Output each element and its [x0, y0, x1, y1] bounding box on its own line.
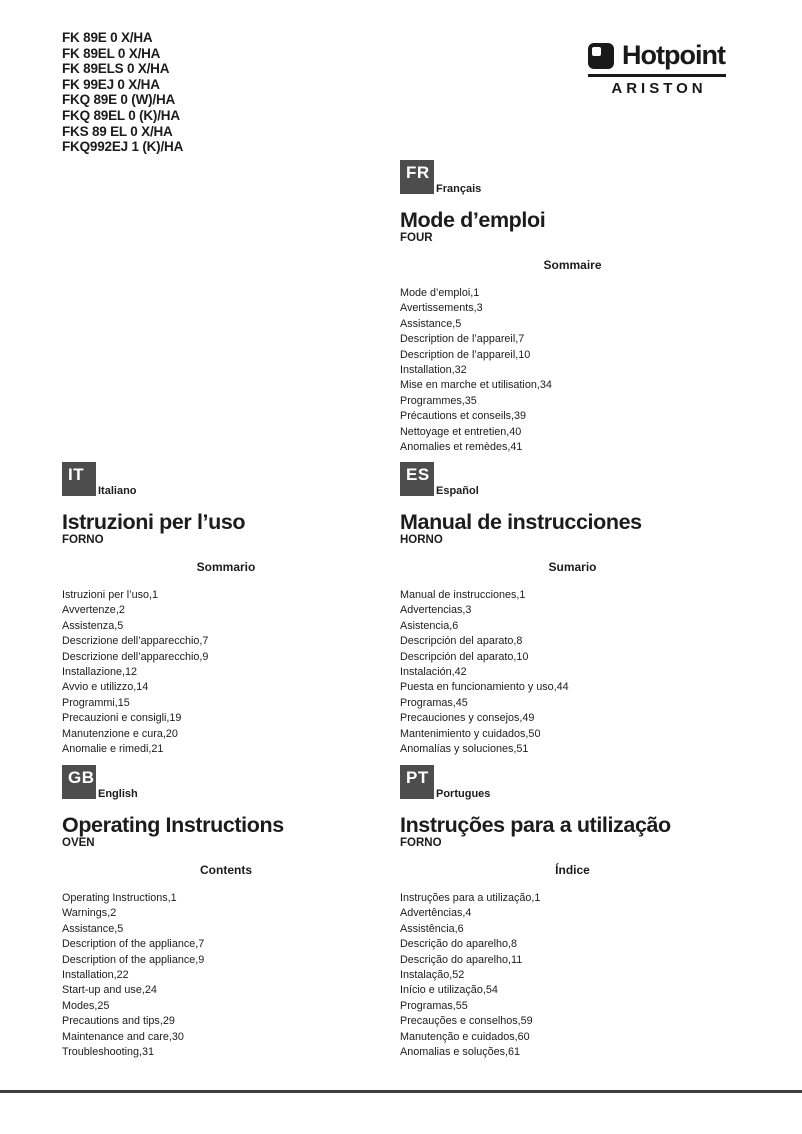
toc-list: [400, 286, 745, 455]
toc-item: Programmes,35: [400, 394, 477, 407]
model-number: FKS 89 EL 0 X/HA: [62, 123, 173, 139]
model-number: FKQ992EJ 1 (K)/HA: [62, 139, 184, 155]
toc-item: Asistencia,6: [400, 619, 459, 632]
section-subtitle: FOUR: [400, 232, 433, 244]
toc-list: [62, 588, 390, 757]
section-spanish: [400, 460, 745, 757]
model-number: FK 89EL 0 X/HA: [62, 45, 161, 61]
toc-item: Mantenimiento y cuidados,50: [400, 727, 541, 740]
toc-item: Assistance,5: [62, 922, 124, 935]
language-badge-row: [400, 460, 745, 496]
toc-item: Instalación,42: [400, 666, 467, 679]
toc-item: Advertências,4: [400, 907, 472, 920]
toc-item: Anomalies et remèdes,41: [400, 441, 523, 454]
section-italian: [62, 460, 390, 757]
model-number: FK 99EJ 0 X/HA: [62, 76, 160, 92]
brand-logo: [588, 40, 726, 97]
toc-item: Assistenza,5: [62, 619, 124, 632]
toc-header: Sumario: [548, 560, 597, 574]
toc-item: Instruções para a utilização,1: [400, 892, 541, 904]
model-number: FKQ 89EL 0 (K)/HA: [62, 107, 180, 123]
toc-item: Troubleshooting,31: [62, 1046, 155, 1059]
model-number: FK 89ELS 0 X/HA: [62, 61, 170, 77]
toc-item: Anomalias e soluções,61: [400, 1046, 521, 1059]
bottom-rule: [0, 1090, 802, 1093]
section-title: Manual de instrucciones: [400, 510, 642, 534]
model-number-list: [62, 30, 183, 155]
toc-item: Descrizione dell’apparecchio,7: [62, 635, 209, 648]
language-name: Italiano: [98, 485, 137, 497]
toc-item: Precauções e conselhos,59: [400, 1015, 533, 1028]
toc-list: [400, 588, 745, 757]
section-title: Operating Instructions: [62, 813, 284, 837]
toc-item: Início e utilização,54: [400, 984, 498, 997]
toc-item: Description de l’appareil,10: [400, 348, 531, 361]
toc-item: Manutenção e cuidados,60: [400, 1030, 530, 1043]
toc-item: Operating Instructions,1: [62, 892, 177, 904]
toc-item: Descrição do aparelho,8: [400, 938, 518, 951]
toc-item: Descripción del aparato,8: [400, 635, 523, 648]
section-subtitle: FORNO: [62, 534, 104, 546]
section-title: Mode d’emploi: [400, 208, 546, 232]
toc-header: Índice: [555, 863, 590, 877]
toc-item: Anomalie e rimedi,21: [62, 743, 164, 756]
brand-logo-divider: [588, 74, 726, 77]
toc-item: Precautions and tips,29: [62, 1015, 175, 1028]
brand-name: Hotpoint: [622, 40, 725, 70]
section-english: [62, 763, 390, 1060]
toc-header: Sommaire: [543, 258, 602, 272]
toc-item: Programmi,15: [62, 696, 130, 709]
toc-item: Descrizione dell’apparecchio,9: [62, 650, 209, 663]
toc-item: Description of the appliance,9: [62, 953, 205, 966]
toc-item: Descrição do aparelho,11: [400, 953, 523, 966]
section-title: Instruções para a utilização: [400, 813, 671, 837]
toc-item: Avertissements,3: [400, 302, 483, 315]
toc-item: Avvertenze,2: [62, 604, 125, 617]
toc-item: Manual de instrucciones,1: [400, 589, 526, 601]
toc-header: Sommario: [196, 560, 256, 574]
language-name: Portugues: [436, 788, 491, 800]
toc-list: [400, 891, 745, 1060]
section-subtitle: HORNO: [400, 534, 443, 546]
brand-logo-top: [588, 40, 726, 71]
toc-item: Mise en marche et utilisation,34: [400, 379, 552, 392]
toc-item: Puesta en funcionamiento y uso,44: [400, 681, 569, 694]
toc-item: Mode d’emploi,1: [400, 287, 480, 299]
toc-item: Istruzioni per l’uso,1: [62, 589, 159, 601]
toc-item: Installazione,12: [62, 666, 138, 679]
toc-item: Programas,55: [400, 999, 468, 1012]
toc-item: Precauciones y consejos,49: [400, 712, 535, 725]
toc-item: Maintenance and care,30: [62, 1030, 184, 1043]
section-french: [400, 158, 745, 455]
toc-item: Précautions et conseils,39: [400, 410, 527, 423]
language-name: English: [98, 788, 138, 800]
toc-item: Start-up and use,24: [62, 984, 157, 997]
toc-item: Modes,25: [62, 999, 110, 1012]
toc-item: Descripción del aparato,10: [400, 650, 529, 663]
language-badge-es: ES: [400, 462, 434, 496]
language-badge-pt: PT: [400, 765, 434, 799]
toc-item: Warnings,2: [62, 907, 117, 920]
toc-item: Nettoyage et entretien,40: [400, 425, 522, 438]
language-badge-fr: FR: [400, 160, 434, 194]
language-name: Español: [436, 485, 479, 497]
toc-item: Programas,45: [400, 696, 468, 709]
hotpoint-square-icon: [588, 43, 614, 69]
toc-item: Description of the appliance,7: [62, 938, 205, 951]
model-number: FKQ 89E 0 (W)/HA: [62, 92, 176, 108]
toc-item: Avvio e utilizzo,14: [62, 681, 149, 694]
toc-item: Installation,22: [62, 969, 129, 982]
language-badge-row: [400, 158, 745, 194]
language-badge-row: [62, 460, 390, 496]
toc-item: Description de l’appareil,7: [400, 333, 525, 346]
language-badge-gb: GB: [62, 765, 96, 799]
toc-item: Instalação,52: [400, 969, 465, 982]
toc-item: Advertencias,3: [400, 604, 472, 617]
section-portuguese: [400, 763, 745, 1060]
toc-item: Assistência,6: [400, 922, 464, 935]
language-badge-it: IT: [62, 462, 96, 496]
toc-list: [62, 891, 390, 1060]
section-subtitle: FORNO: [400, 837, 442, 849]
model-number: FK 89E 0 X/HA: [62, 30, 153, 45]
section-subtitle: OVEN: [62, 837, 95, 849]
language-badge-row: [62, 763, 390, 799]
section-title: Istruzioni per l’uso: [62, 510, 246, 534]
toc-item: Anomalías y soluciones,51: [400, 743, 529, 756]
toc-header: Contents: [200, 863, 252, 877]
toc-item: Installation,32: [400, 364, 467, 377]
toc-item: Precauzioni e consigli,19: [62, 712, 182, 725]
toc-item: Manutenzione e cura,20: [62, 727, 178, 740]
toc-item: Assistance,5: [400, 317, 462, 330]
brand-sub-name: ARISTON: [611, 80, 707, 97]
language-name: Français: [436, 183, 482, 195]
language-badge-row: [400, 763, 745, 799]
